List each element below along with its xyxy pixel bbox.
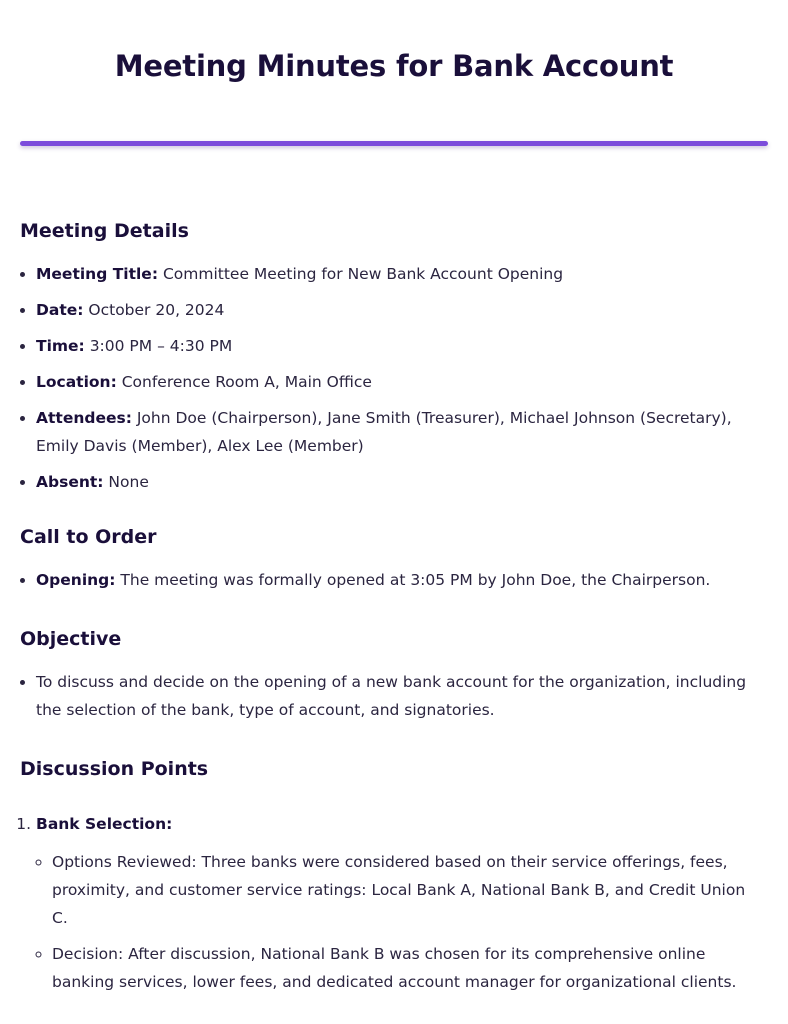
discussion-heading: Discussion Points — [20, 758, 209, 780]
list-item-attendees — [36, 404, 768, 460]
detail-value: October 20, 2024 — [88, 301, 225, 319]
minutes-content — [20, 204, 768, 1004]
list-item-decision: ◦ Decision: After discussion, National Bank B was chosen for its comprehensive online banking services, lower fees, and dedicated account manager for organizational clients. — [52, 940, 768, 996]
bank-selection-subitems — [36, 848, 768, 996]
objective-list — [20, 668, 768, 724]
list-item-opening — [36, 566, 768, 594]
detail-label: Meeting Title: — [36, 265, 159, 283]
call-to-order-list — [20, 566, 768, 594]
meeting-details-list — [20, 260, 768, 496]
meeting-details-heading: Meeting Details — [20, 220, 189, 242]
detail-label: Absent: — [36, 473, 104, 491]
detail-label: Date: — [36, 301, 84, 319]
list-item-time — [36, 332, 768, 360]
detail-value: Conference Room A, Main Office — [121, 373, 372, 391]
opening-value: The meeting was formally opened at 3:05 PM by John Doe, the Chairperson. — [120, 571, 711, 589]
list-item-date — [36, 296, 768, 324]
page-title: Meeting Minutes for Bank Account — [114, 49, 674, 83]
list-item-objective: • To discuss and decide on the opening of a new bank account for the organization, including the selection of the bank, type of account, and signatories. — [36, 668, 768, 724]
detail-value: 3:00 PM – 4:30 PM — [89, 337, 233, 355]
list-item-options-reviewed: ◦ Options Reviewed: Three banks were considered based on their service offerings, fees, proximity, and customer service ratings: Local Bank A, National Bank B, and Credit Union C. — [52, 848, 768, 932]
detail-value: John Doe (Chairperson), Jane Smith (Treasurer), Michael Johnson (Secretary), Emily Davis (Member), Alex Lee (Member) — [36, 409, 732, 455]
detail-value: Committee Meeting for New Bank Account Opening — [162, 265, 564, 283]
opening-label: Opening: — [36, 571, 116, 589]
discussion-section — [20, 750, 768, 996]
objective-section — [20, 620, 768, 724]
discussion-point-title: Bank Selection: — [36, 815, 173, 833]
list-item-absent — [36, 468, 768, 496]
detail-value: None — [108, 473, 149, 491]
detail-label: Location: — [36, 373, 117, 391]
detail-label: Time: — [36, 337, 85, 355]
discussion-point-bank-selection — [36, 810, 768, 996]
meeting-details-section — [20, 212, 768, 496]
call-to-order-section — [20, 518, 768, 594]
title-divider — [20, 141, 768, 146]
list-item-meeting-title — [36, 260, 768, 288]
detail-label: Attendees: — [36, 409, 132, 427]
discussion-points-list — [20, 810, 768, 996]
call-to-order-heading: Call to Order — [20, 526, 157, 548]
objective-heading: Objective — [20, 628, 122, 650]
list-item-location — [36, 368, 768, 396]
